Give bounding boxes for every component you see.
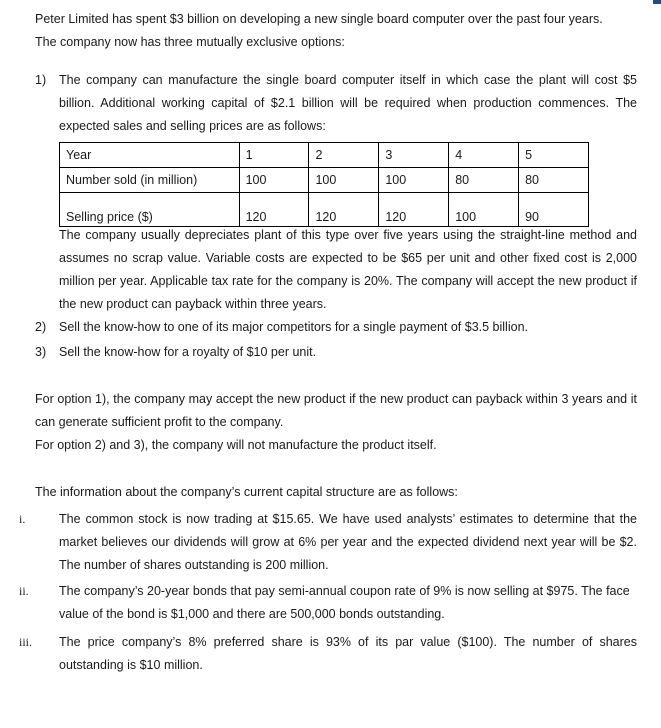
capital-item-3	[0, 631, 661, 677]
option-3	[0, 341, 661, 364]
option-number: 1)	[35, 73, 47, 87]
notes-line-1: For option 1), the company may accept the new product if the new product can payback within 3 years and it can generate sufficient profit to the company.	[35, 392, 637, 429]
option-1	[0, 69, 661, 138]
table-cell: 100	[239, 168, 309, 193]
intro-paragraph	[35, 8, 637, 54]
roman-numeral: i.	[19, 512, 26, 526]
intro-line-1: Peter Limited has spent $3 billion on developing a new single board computer over the past four years.	[35, 12, 603, 26]
notes-line-2: For option 2) and 3), the company will not manufacture the product itself.	[35, 438, 437, 452]
table-cell: 120	[239, 193, 309, 227]
sales-table	[59, 142, 589, 227]
table-cell: 4	[449, 143, 519, 168]
table-cell: 3	[379, 143, 449, 168]
table-cell: Number sold (in million)	[60, 168, 240, 193]
option-number: 3)	[35, 345, 47, 359]
table-cell: 100	[379, 168, 449, 193]
option-text: Sell the know-how to one of its major competitors for a single payment of $3.5 billion.	[59, 320, 528, 334]
option-number: 2)	[35, 320, 47, 334]
option-text: Sell the know-how for a royalty of $10 per unit.	[59, 345, 317, 359]
roman-numeral: iii.	[19, 635, 33, 649]
option-1-details	[0, 224, 661, 316]
option-text: The company can manufacture the single board computer itself in which case the plant will cost $5 billion. Additional working capital of $2.1 billion will be required when production commences. The expected sales and selling prices are as follows:	[59, 73, 637, 133]
table-cell: 80	[449, 168, 519, 193]
table-cell: 2	[309, 143, 379, 168]
table-header-row	[60, 143, 589, 168]
notes-paragraph	[35, 388, 637, 457]
table-cell: 5	[519, 143, 589, 168]
table-cell: 120	[309, 193, 379, 227]
table-cell: 1	[239, 143, 309, 168]
option-2	[0, 316, 661, 339]
capital-item-text: The company’s 20-year bonds that pay semi-annual coupon rate of 9% is now selling at $975. The face value of the bond is $1,000 and there are 500,000 bonds outstanding.	[59, 584, 630, 621]
table-cell: 100	[309, 168, 379, 193]
capital-item-text: The common stock is now trading at $15.65. We have used analysts’ estimates to determine that the market believes our dividends will grow at 6% per year and the expected dividend next year will be $2. The number of shares outstanding is 200 million.	[59, 512, 637, 572]
option-1-after-text: The company usually depreciates plant of this type over five years using the straight-line method and assumes no scrap value. Variable costs are expected to be $65 per unit and other fixed cost is 2,000 million per year. Applicable tax rate for the company is 20%. The company will accept the new product if the new product can payback within three years.	[59, 228, 637, 311]
capital-item-text: The price company’s 8% preferred share is 93% of its par value ($100). The number of shares outstanding is $10 million.	[59, 635, 637, 672]
table-cell: 90	[519, 193, 589, 227]
table-cell: 80	[519, 168, 589, 193]
capital-heading: The information about the company’s current capital structure are as follows:	[35, 485, 458, 499]
table-cell: Year	[60, 143, 240, 168]
table-row	[60, 168, 589, 193]
capital-item-1	[0, 508, 661, 577]
table-cell: 100	[449, 193, 519, 227]
table-cell: 120	[379, 193, 449, 227]
intro-line-2: The company now has three mutually exclusive options:	[35, 35, 345, 49]
table-row	[60, 193, 589, 227]
corner-marker	[653, 0, 661, 4]
capital-item-2	[0, 580, 661, 626]
roman-numeral: ii.	[19, 584, 29, 598]
table-cell: Selling price ($)	[60, 193, 240, 227]
